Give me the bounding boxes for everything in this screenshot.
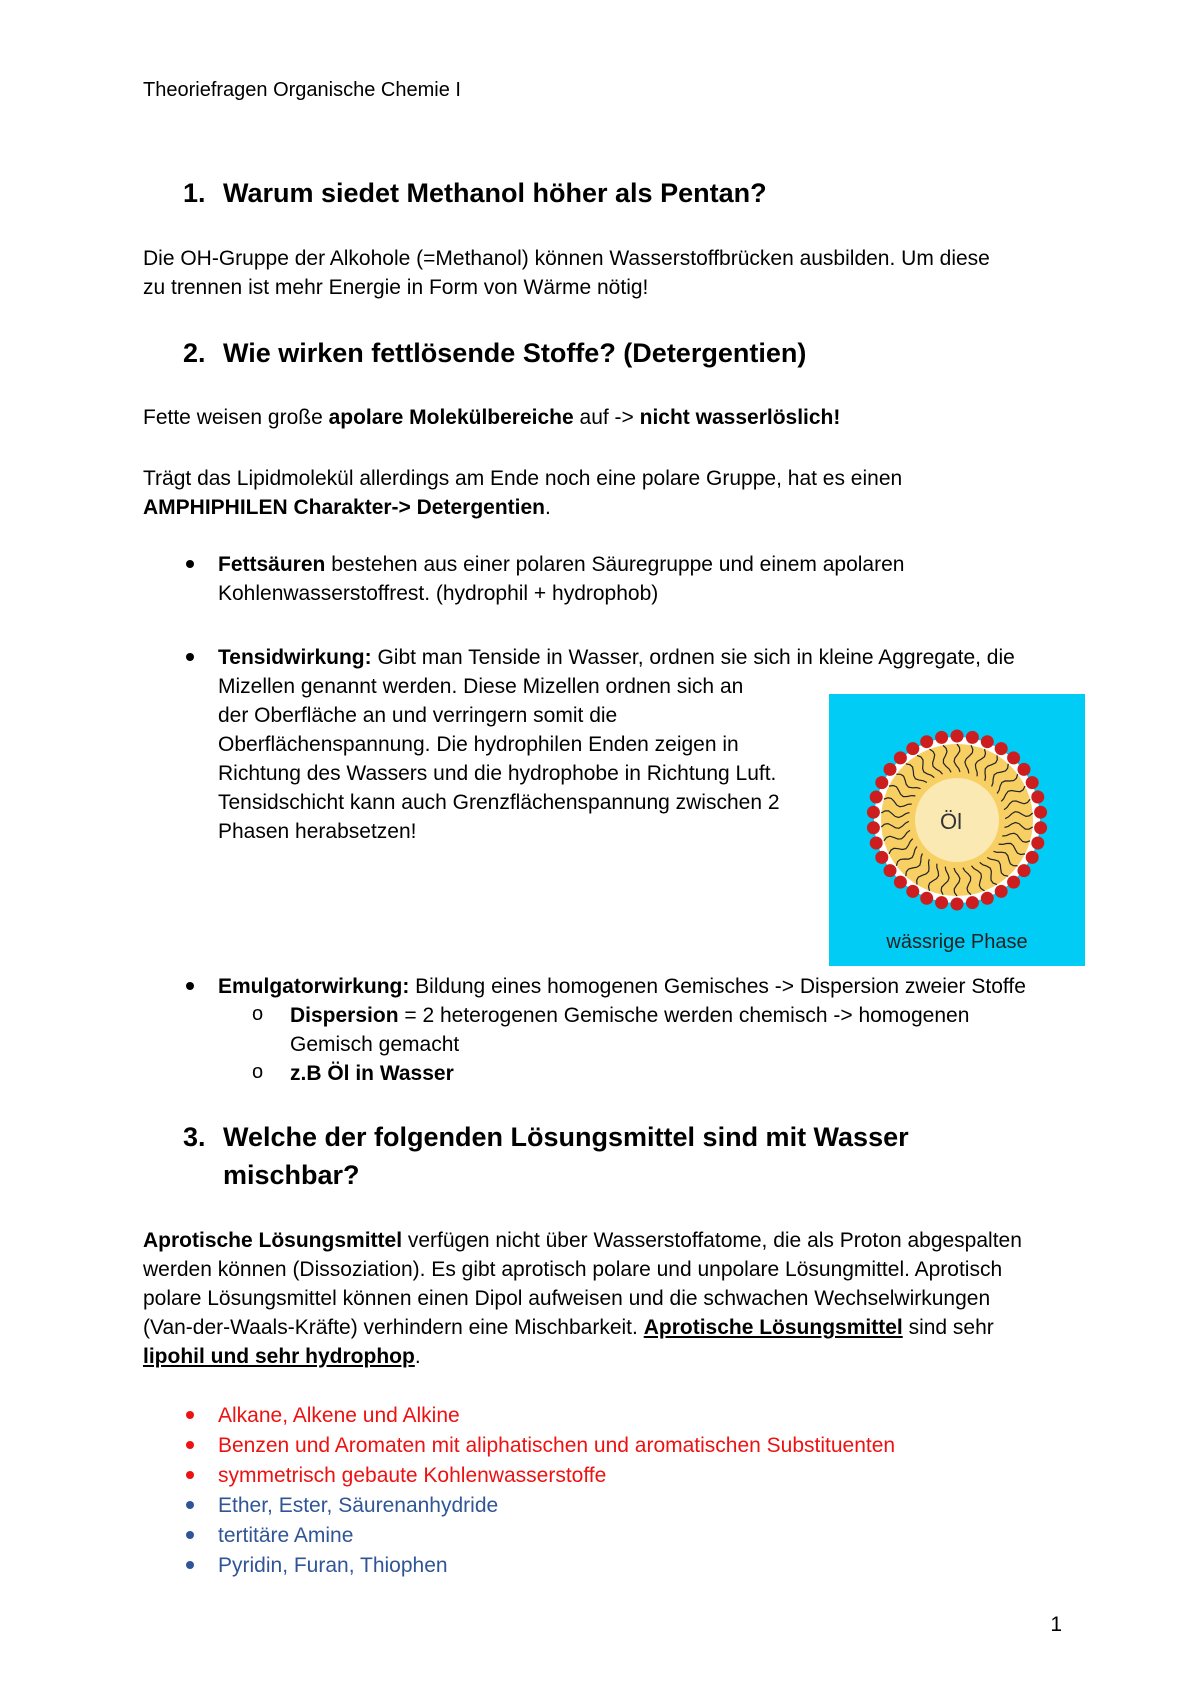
text: . xyxy=(414,1345,421,1368)
text: Gibt man Tenside in Wasser, ordnen sie sich in kleine Aggregate, die xyxy=(371,646,1015,669)
bullet-emulgatorwirkung xyxy=(218,972,1098,1001)
bullet-marker xyxy=(186,1501,194,1509)
bullet-marker xyxy=(186,1441,194,1449)
text-line: polare Lösungsmittel können einen Dipol aufweisen und die schwachen Wechselwirkungen xyxy=(143,1287,991,1310)
micelle-head xyxy=(906,885,919,898)
text-line: Oberflächenspannung. Die hydrophilen Enden zeigen in xyxy=(218,733,739,756)
sub-bullet-example: z.B Öl in Wasser xyxy=(290,1062,454,1085)
underlined-bold-text: Aprotische Lösungsmittel xyxy=(643,1316,903,1339)
solvent-item: Pyridin, Furan, Thiophen xyxy=(218,1554,448,1577)
micelle-head xyxy=(1007,876,1020,889)
text: = 2 heterogenen Gemische werden chemisch -> homogenen xyxy=(398,1004,970,1027)
sub-bullet-marker: o xyxy=(252,1061,264,1083)
micelle-head xyxy=(894,751,907,764)
text-line: werden können (Dissoziation). Es gibt aprotisch polare und unpolare Lösungmittel. Aprotisch xyxy=(143,1258,1003,1281)
text: verfügen nicht über Wasserstoffatome, die als Proton abgespalten xyxy=(402,1229,1022,1252)
solvent-item: Ether, Ester, Säurenanhydride xyxy=(218,1494,499,1517)
micelle-head xyxy=(981,892,994,905)
micelle-figure xyxy=(829,694,1085,966)
micelle-head xyxy=(966,731,979,744)
q3-paragraph xyxy=(143,1226,1103,1371)
micelle-head xyxy=(870,837,883,850)
text: (Van-der-Waals-Kräfte) verhindern eine Mischbarkeit. xyxy=(143,1316,644,1339)
q2-paragraph-2 xyxy=(143,464,1103,522)
question-number: 3. xyxy=(183,1122,206,1152)
micelle-head xyxy=(875,776,888,789)
text: auf -> xyxy=(573,406,640,429)
text: Bildung eines homogenen Gemisches -> Dispersion zweier Stoffe xyxy=(409,975,1026,998)
micelle-head xyxy=(1034,806,1047,819)
bold-text: apolare Molekülbereiche xyxy=(328,406,574,429)
bullet-marker xyxy=(186,560,194,568)
underlined-bold-text: lipohil und sehr hydrophop xyxy=(143,1345,415,1368)
micelle-head xyxy=(935,896,948,909)
micelle-head xyxy=(1034,821,1047,834)
page-header: Theoriefragen Organische Chemie I xyxy=(143,79,461,101)
micelle-head xyxy=(1026,851,1039,864)
bullet-marker xyxy=(186,1471,194,1479)
bold-text: Emulgatorwirkung: xyxy=(218,975,410,998)
question-title: Welche der folgenden Lösungsmittel sind mit Wasser xyxy=(223,1122,909,1152)
solvent-item: symmetrisch gebaute Kohlenwasserstoffe xyxy=(218,1464,607,1487)
micelle-head xyxy=(951,898,964,911)
water-phase-label: wässrige Phase xyxy=(886,931,1028,953)
question-title-cont: mischbar? xyxy=(223,1160,360,1190)
micelle-head xyxy=(1031,791,1044,804)
solvent-item: Benzen und Aromaten mit aliphatischen und aromatischen Substituenten xyxy=(218,1434,896,1457)
sub-bullet-dispersion xyxy=(290,1001,1090,1059)
micelle-head xyxy=(951,730,964,743)
micelle-head xyxy=(1026,776,1039,789)
sub-bullet-marker: o xyxy=(252,1003,264,1025)
text-line: der Oberfläche an und verringern somit die xyxy=(218,704,618,727)
text: bestehen aus einer polaren Säuregruppe und einem apolaren xyxy=(325,553,905,576)
q1-answer xyxy=(143,244,1103,302)
text-line: Richtung des Wassers und die hydrophobe in Richtung Luft. xyxy=(218,762,777,785)
question-3-heading xyxy=(183,1120,1083,1192)
bold-text: Aprotische Lösungsmittel xyxy=(143,1229,403,1252)
text-line: Mizellen genannt werden. Diese Mizellen ordnen sich an xyxy=(218,675,744,698)
micelle-head xyxy=(884,763,897,776)
question-2-heading xyxy=(183,336,806,370)
text-line: Phasen herabsetzen! xyxy=(218,820,417,843)
question-1-heading xyxy=(183,176,767,210)
page-number: 1 xyxy=(1050,1613,1062,1636)
micelle-head xyxy=(1007,751,1020,764)
micelle-head xyxy=(884,864,897,877)
bullet-marker xyxy=(186,1411,194,1419)
micelle-head xyxy=(995,885,1008,898)
text: Fette weisen große xyxy=(143,406,329,429)
q2-paragraph-1 xyxy=(143,403,1103,432)
micelle-head xyxy=(1018,763,1031,776)
micelle-head xyxy=(867,806,880,819)
micelle-head xyxy=(875,851,888,864)
bold-text: Tensidwirkung: xyxy=(218,646,372,669)
question-title: Warum siedet Methanol höher als Pentan? xyxy=(223,178,767,208)
bullet-marker xyxy=(186,653,194,661)
micelle-head xyxy=(935,731,948,744)
bold-text: AMPHIPHILEN Charakter-> Detergentien xyxy=(143,496,546,519)
text-line: zu trennen ist mehr Energie in Form von Wärme nötig! xyxy=(143,276,649,299)
micelle-head xyxy=(870,791,883,804)
solvent-item: Alkane, Alkene und Alkine xyxy=(218,1404,460,1427)
question-number: 2. xyxy=(183,338,206,368)
bullet-marker xyxy=(186,1531,194,1539)
text-line: Gemisch gemacht xyxy=(290,1033,460,1056)
micelle-head xyxy=(920,892,933,905)
micelle-head xyxy=(867,821,880,834)
solvent-item: tertitäre Amine xyxy=(218,1524,354,1547)
bullet-fettsaeuren xyxy=(218,550,1098,608)
bullet-marker xyxy=(186,982,194,990)
bold-text: Dispersion xyxy=(290,1004,399,1027)
text: sind sehr xyxy=(902,1316,994,1339)
bullet-marker xyxy=(186,1561,194,1569)
bold-text: Fettsäuren xyxy=(218,553,326,576)
micelle-head xyxy=(1018,864,1031,877)
micelle-head xyxy=(920,735,933,748)
micelle-head xyxy=(995,742,1008,755)
bold-text: nicht wasserlöslich! xyxy=(639,406,841,429)
text: . xyxy=(545,496,551,519)
oil-label: Öl xyxy=(940,809,962,834)
question-number: 1. xyxy=(183,178,206,208)
text-line: Tensidschicht kann auch Grenzflächenspannung zwischen 2 xyxy=(218,791,780,814)
micelle-head xyxy=(981,735,994,748)
text-line: Trägt das Lipidmolekül allerdings am Ende noch eine polare Gruppe, hat es einen xyxy=(143,467,903,490)
micelle-head xyxy=(906,742,919,755)
question-title: Wie wirken fettlösende Stoffe? (Detergentien) xyxy=(223,338,807,368)
micelle-head xyxy=(1031,837,1044,850)
micelle-head xyxy=(966,896,979,909)
micelle-head xyxy=(894,876,907,889)
text-line: Die OH-Gruppe der Alkohole (=Methanol) können Wasserstoffbrücken ausbilden. Um diese xyxy=(143,247,990,270)
text-line: Kohlenwasserstoffrest. (hydrophil + hydrophob) xyxy=(218,582,659,605)
